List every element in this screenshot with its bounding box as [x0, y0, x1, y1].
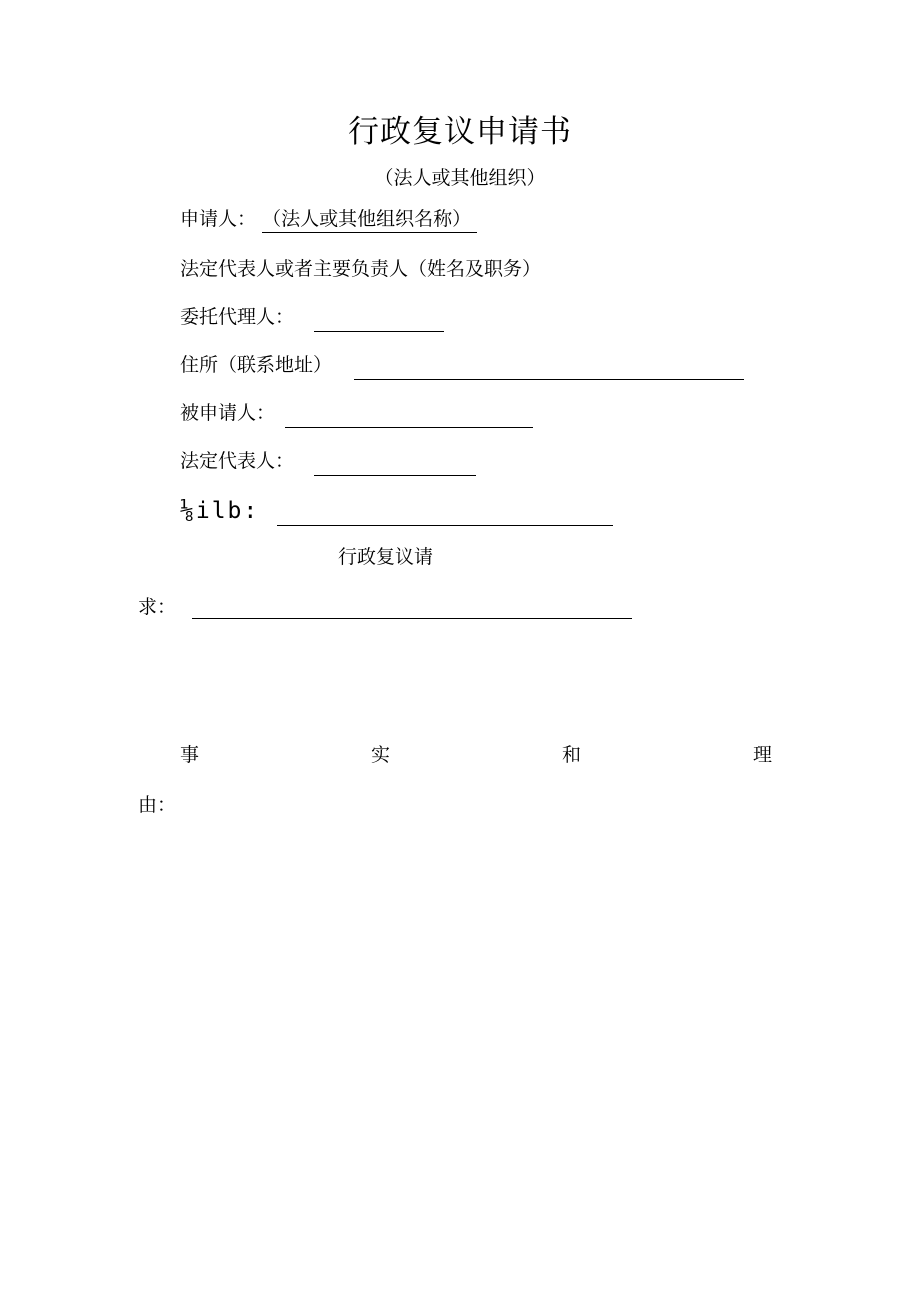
respondent-legal-rep-blank-line [314, 451, 476, 476]
facts-char: 理 [752, 744, 772, 766]
applicant-value: （法人或其他组织名称） [262, 206, 477, 233]
applicant-field [180, 204, 477, 234]
respondent-legal-rep-field [180, 446, 476, 476]
address-label: 住所（联系地址） [180, 354, 333, 376]
respondent-blank-line [285, 403, 533, 428]
document-subtitle: （法人或其他组织） [374, 167, 546, 189]
address-blank-line [354, 355, 744, 380]
garbled-label: ⅛ilb: [180, 498, 260, 524]
facts-char: 实 [370, 744, 390, 766]
request-blank-line [192, 594, 632, 619]
facts-char: 和 [561, 744, 581, 766]
agent-field [180, 302, 444, 332]
request-label: 求： [138, 596, 177, 618]
facts-char: 事 [180, 744, 200, 766]
legal-rep-line: 法定代表人或者主要负责人（姓名及职务） [180, 258, 542, 280]
agent-label: 委托代理人： [180, 306, 295, 328]
respondent-legal-rep-label: 法定代表人： [180, 450, 295, 472]
reason-label: 由： [138, 794, 177, 816]
request-heading: 行政复议请 [338, 546, 434, 568]
respondent-field [180, 398, 533, 428]
garbled-blank-line [277, 499, 613, 526]
garbled-field [180, 496, 613, 526]
address-field [180, 350, 744, 380]
agent-blank-line [314, 307, 444, 332]
applicant-label: 申请人： [180, 208, 257, 230]
facts-and-reasons-heading [180, 740, 772, 770]
respondent-label: 被申请人： [180, 402, 276, 424]
document-title: 行政复议申请书 [348, 114, 572, 150]
